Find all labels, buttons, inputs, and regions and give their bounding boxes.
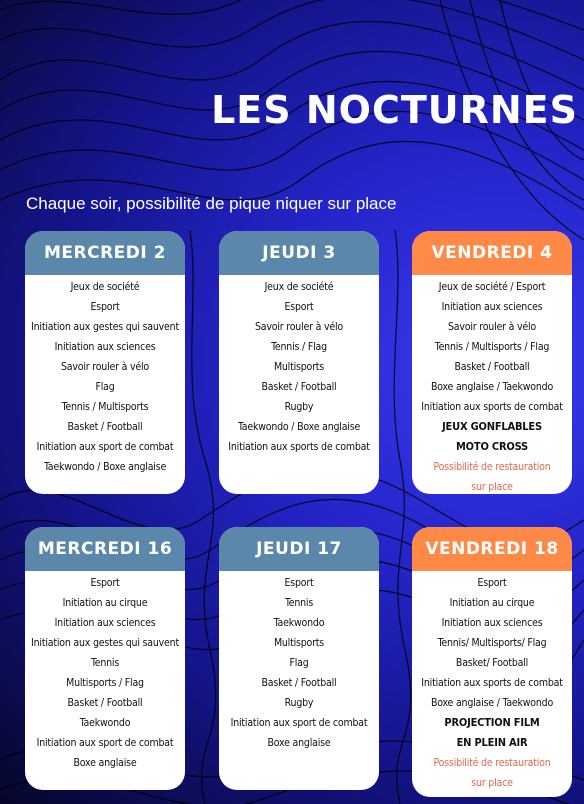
day-card-mercredi-16 [25,527,185,790]
activity-item: Initiation aux gestes qui sauvent [31,321,179,333]
activity-item: Initiation au cirque [62,597,148,609]
activity-item: Boxe anglaise / Taekwondo [430,697,554,709]
activity-list [412,571,572,793]
activity-item: Basket / Football [67,421,143,433]
activity-item: Initiation aux sport de combat [36,737,174,749]
day-card-vendredi-18 [412,527,572,797]
activity-item: Initiation aux sciences [54,617,156,629]
activity-item: Initiation aux sciences [54,341,156,353]
activity-item: Tennis [90,657,120,669]
activity-list [219,275,379,457]
activity-item: Initiation aux sports de combat [228,441,370,453]
activity-list [412,275,572,494]
activity-item: Tennis/ Multisports/ Flag [437,637,547,649]
activity-item: Jeux de société [70,281,140,293]
activity-item: Boxe anglaise / Taekwondo [430,381,554,393]
activity-list [25,275,185,477]
activity-item: Savoir rouler à vélo [448,321,536,333]
activity-item: Boxe anglaise [267,737,331,749]
page-title: LES NOCTURNES [211,88,578,132]
activity-item: Tennis [284,597,314,609]
activity-item: Basket / Football [67,697,143,709]
activity-item: Esport [284,577,314,589]
day-card-mercredi-2 [25,231,185,494]
activity-item: Flag [289,657,309,669]
activity-item: Tennis / Multisports / Flag [434,341,550,353]
activity-item: Rugby [284,401,314,413]
activity-item: Initiation au cirque [449,597,535,609]
activity-item: Multisports [273,361,325,373]
activity-item: Initiation aux sport de combat [230,717,368,729]
restauration-note: Possibilité de restauration [433,757,551,769]
activity-item: Taekwondo [273,617,325,629]
activity-item: Esport [284,301,314,313]
highlight-item: EN PLEIN AIR [456,736,528,749]
day-header: VENDREDI 4 [412,231,572,275]
activity-item: Flag [95,381,115,393]
restauration-note: sur place [471,777,513,789]
activity-list [219,571,379,753]
activity-item: Savoir rouler à vélo [255,321,343,333]
activity-item: Jeux de société / Esport [438,281,546,293]
day-card-vendredi-4 [412,231,572,494]
activity-item: Tennis / Multisports [61,401,149,413]
activity-list [25,571,185,773]
day-card-jeudi-3 [219,231,379,494]
activity-item: Initiation aux sports de combat [421,401,563,413]
activity-item: Basket / Football [261,677,337,689]
activity-item: Taekwondo / Boxe anglaise [43,461,167,473]
activity-item: Initiation aux sciences [441,617,543,629]
restauration-note: Possibilité de restauration [433,461,551,473]
day-header: JEUDI 3 [219,231,379,275]
activity-item: Initiation aux sciences [441,301,543,313]
activity-item: Basket / Football [261,381,337,393]
highlight-item: MOTO CROSS [456,440,528,453]
activity-item: Esport [477,577,507,589]
activity-item: Taekwondo [79,717,131,729]
activity-item: Taekwondo / Boxe anglaise [237,421,361,433]
activity-item: Multisports / Flag [66,677,144,689]
highlight-item: JEUX GONFLABLES [442,420,542,433]
activity-item: Rugby [284,697,314,709]
restauration-note: sur place [471,481,513,493]
day-card-jeudi-17 [219,527,379,790]
activity-item: Initiation aux sport de combat [36,441,174,453]
day-header: JEUDI 17 [219,527,379,571]
activity-item: Esport [90,301,120,313]
highlight-item: PROJECTION FILM [444,716,540,729]
activity-item: Esport [90,577,120,589]
day-header: MERCREDI 16 [25,527,185,571]
activity-item: Initiation aux gestes qui sauvent [31,637,179,649]
activity-item: Initiation aux sports de combat [421,677,563,689]
day-header: MERCREDI 2 [25,231,185,275]
activity-item: Multisports [273,637,325,649]
day-header: VENDREDI 18 [412,527,572,571]
activity-item: Boxe anglaise [73,757,137,769]
activity-item: Basket/ Football [455,657,529,669]
activity-item: Basket / Football [454,361,530,373]
page-subtitle: Chaque soir, possibilité de pique niquer sur place [26,194,397,213]
activity-item: Jeux de société [264,281,334,293]
activity-item: Tennis / Flag [271,341,327,353]
activity-item: Savoir rouler à vélo [61,361,149,373]
